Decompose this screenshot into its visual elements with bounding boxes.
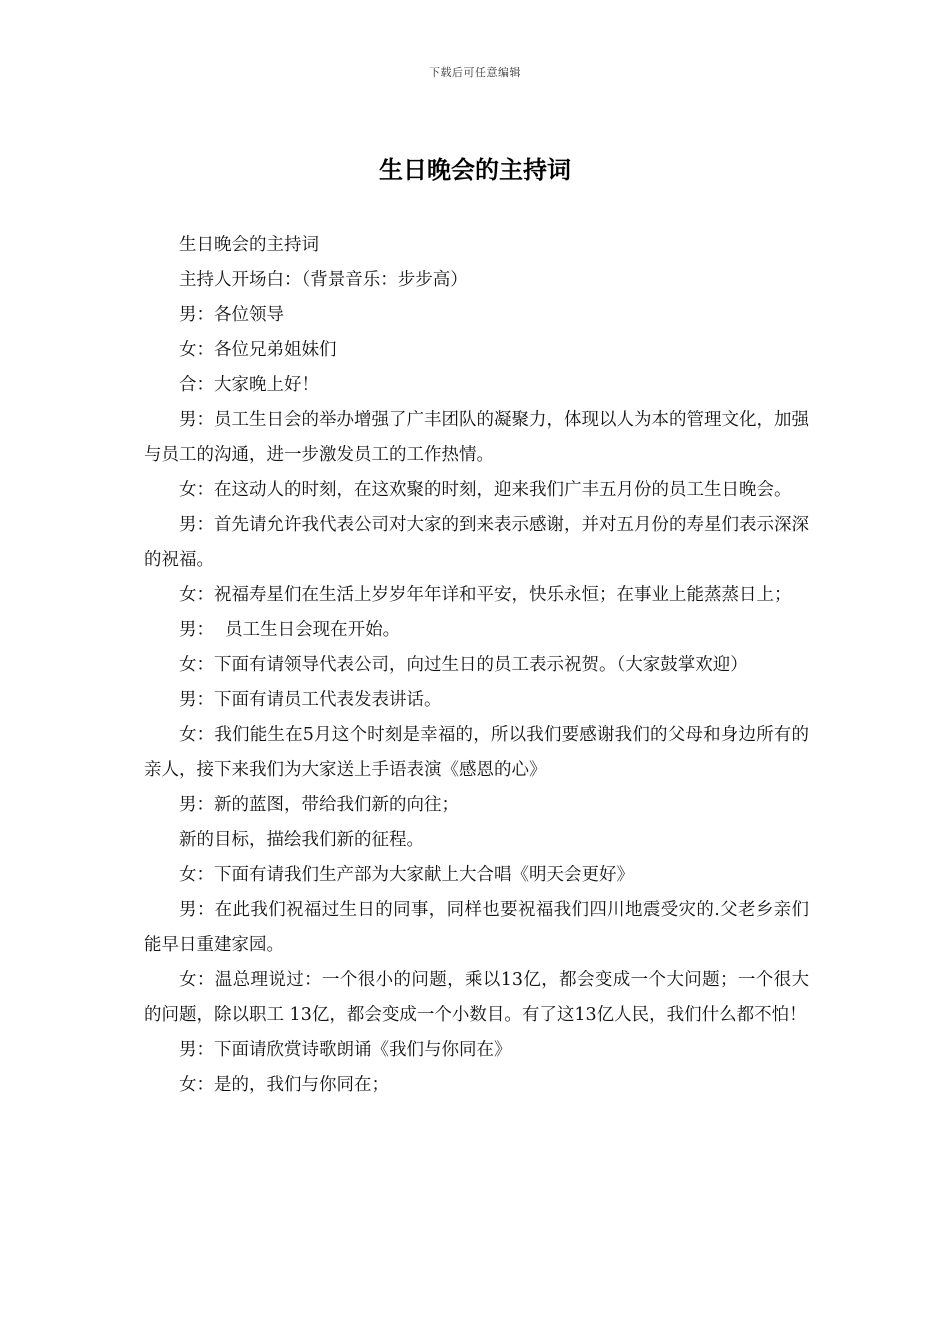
paragraph: 男：下面有请员工代表发表讲话。 — [179, 690, 442, 710]
paragraph: 女：在这动人的时刻，在这欢聚的时刻，迎来我们广丰五月份的员工生日晚会。 — [179, 480, 792, 500]
paragraph: 女：各位兄弟姐妹们 — [179, 340, 337, 360]
paragraph: 女：温总理说过：一个很小的问题，乘以13亿，都会变成一个大问题；一个很大的问题，除以职工 13亿，都会变成一个小数目。有了这13亿人民，我们什么都不怕！ — [144, 970, 809, 1025]
paragraph: 男：员工生日会的举办增强了广丰团队的凝聚力，体现以人为本的管理文化，加强与员工的沟通，进一步激发员工的工作热情。 — [144, 410, 809, 465]
paragraph: 女：祝福寿星们在生活上岁岁年年详和平安，快乐永恒；在事业上能蒸蒸日上； — [179, 585, 792, 605]
paragraph: 男：在此我们祝福过生日的同事，同样也要祝福我们四川地震受灾的.父老乡亲们能早日重建家园。 — [144, 900, 809, 955]
paragraph: 女：下面有请领导代表公司，向过生日的员工表示祝贺。（大家鼓掌欢迎） — [179, 655, 748, 675]
document-body — [144, 228, 809, 1103]
paragraph: 女：下面有请我们生产部为大家献上大合唱《明天会更好》 — [179, 865, 634, 885]
header-note: 下载后可任意编辑 — [429, 66, 521, 79]
paragraph: 男：各位领导 — [179, 305, 284, 325]
paragraph: 女：是的，我们与你同在； — [179, 1075, 389, 1095]
paragraph: 男：下面请欣赏诗歌朗诵《我们与你同在》 — [179, 1040, 512, 1060]
document-title: 生日晚会的主持词 — [379, 155, 571, 184]
paragraph: 女：我们能生在5月这个时刻是幸福的，所以我们要感谢我们的父母和身边所有的亲人，接下来我们为大家送上手语表演《感恩的心》 — [144, 725, 809, 780]
paragraph: 男： 员工生日会现在开始。 — [179, 620, 401, 640]
paragraph: 合：大家晚上好！ — [179, 375, 319, 395]
paragraph: 主持人开场白：（背景音乐：步步高） — [179, 270, 468, 290]
paragraph: 男：新的蓝图，带给我们新的向往； — [179, 795, 459, 815]
paragraph: 生日晚会的主持词 — [179, 235, 319, 255]
paragraph: 男：首先请允许我代表公司对大家的到来表示感谢，并对五月份的寿星们表示深深的祝福。 — [144, 515, 809, 570]
paragraph: 新的目标，描绘我们新的征程。 — [179, 830, 424, 850]
